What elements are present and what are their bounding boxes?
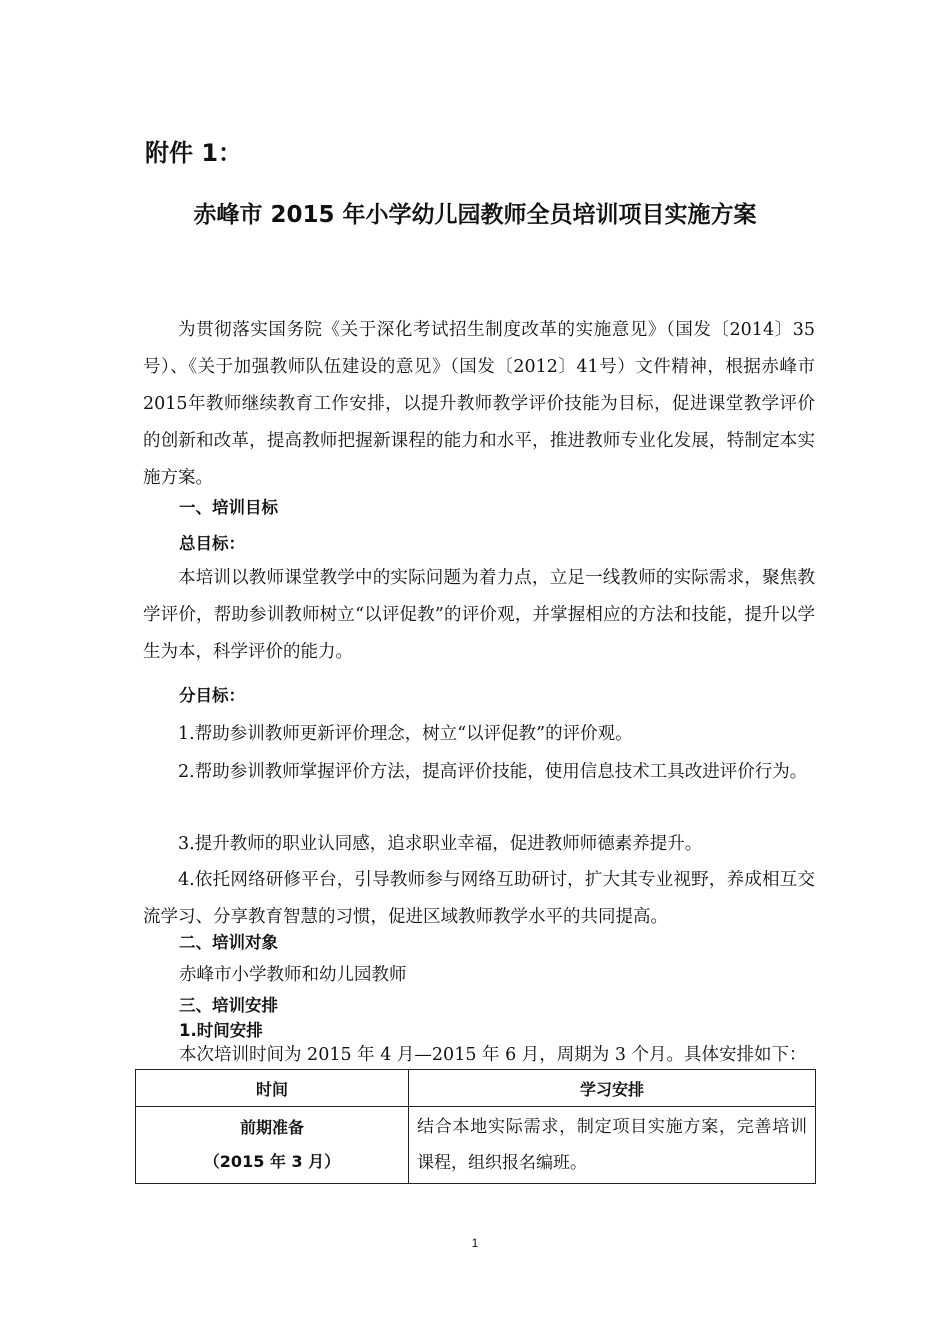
table-header-row xyxy=(136,1070,816,1107)
overall-goal-text: 本培训以教师课堂教学中的实际问题为着力点，立足一线教师的实际需求，聚焦教学评价，帮助参训教师树立“以评促教”的评价观，并掌握相应的方法和技能，提升以学生为本，科学评价的能力。 xyxy=(143,568,815,662)
phase-name: 前期准备 xyxy=(239,1118,304,1137)
schedule-table xyxy=(135,1069,816,1184)
sub-goal-item: 1.帮助参训教师更新评价理念，树立“以评促教”的评价观。 xyxy=(178,724,633,744)
phase-cell xyxy=(136,1107,409,1184)
time-arrangement-heading: 1.时间安排 xyxy=(179,1021,263,1040)
time-arrangement-text: 本次培训时间为 2015 年 4 月—2015 年 6 月，周期为 3 个月。具体安排如下： xyxy=(179,1045,807,1065)
overall-goal-label: 总目标： xyxy=(179,534,245,553)
sub-goal-item: 3.提升教师的职业认同感，追求职业幸福，促进教师师德素养提升。 xyxy=(178,834,703,854)
plan-cell: 结合本地实际需求，制定项目实施方案，完善培训课程，组织报名编班。 xyxy=(409,1107,816,1184)
table-row xyxy=(136,1107,816,1184)
document-title: 赤峰市 2015 年小学幼儿园教师全员培训项目实施方案 xyxy=(193,202,757,228)
sub-goal-item: 4.依托网络研修平台，引导教师参与网络互助研讨，扩大其专业视野，养成相互交流学习、分享教育智慧的习惯，促进区域教师教学水平的共同提高。 xyxy=(143,870,815,927)
section3-heading: 三、培训安排 xyxy=(179,996,278,1015)
page-number: 1 xyxy=(471,1236,479,1250)
attachment-label: 附件 1： xyxy=(145,139,243,167)
section1-heading: 一、培训目标 xyxy=(179,498,278,517)
sub-goal-item: 2.帮助参训教师掌握评价方法，提高评价技能，使用信息技术工具改进评价行为。 xyxy=(178,762,808,782)
sub-goal-label: 分目标： xyxy=(179,686,245,705)
phase-period: （2015 年 3 月） xyxy=(203,1152,341,1171)
table-header-plan: 学习安排 xyxy=(409,1070,816,1107)
section2-text: 赤峰市小学教师和幼儿园教师 xyxy=(179,965,407,985)
table-header-time: 时间 xyxy=(136,1070,409,1107)
section2-heading: 二、培训对象 xyxy=(179,933,278,952)
intro-paragraph: 为贯彻落实国务院《关于深化考试招生制度改革的实施意见》（国发〔2014〕35号）、《关于加强教师队伍建设的意见》（国发〔2012〕41号）文件精神，根据赤峰市2015年教师继续教育工作安排，以提升教师教学评价技能为目标，促进课堂教学评价的创新和改革，提高教师把握新课程的能力和水平，推进教师专业化发展，特制定本实施方案。 xyxy=(143,320,815,488)
